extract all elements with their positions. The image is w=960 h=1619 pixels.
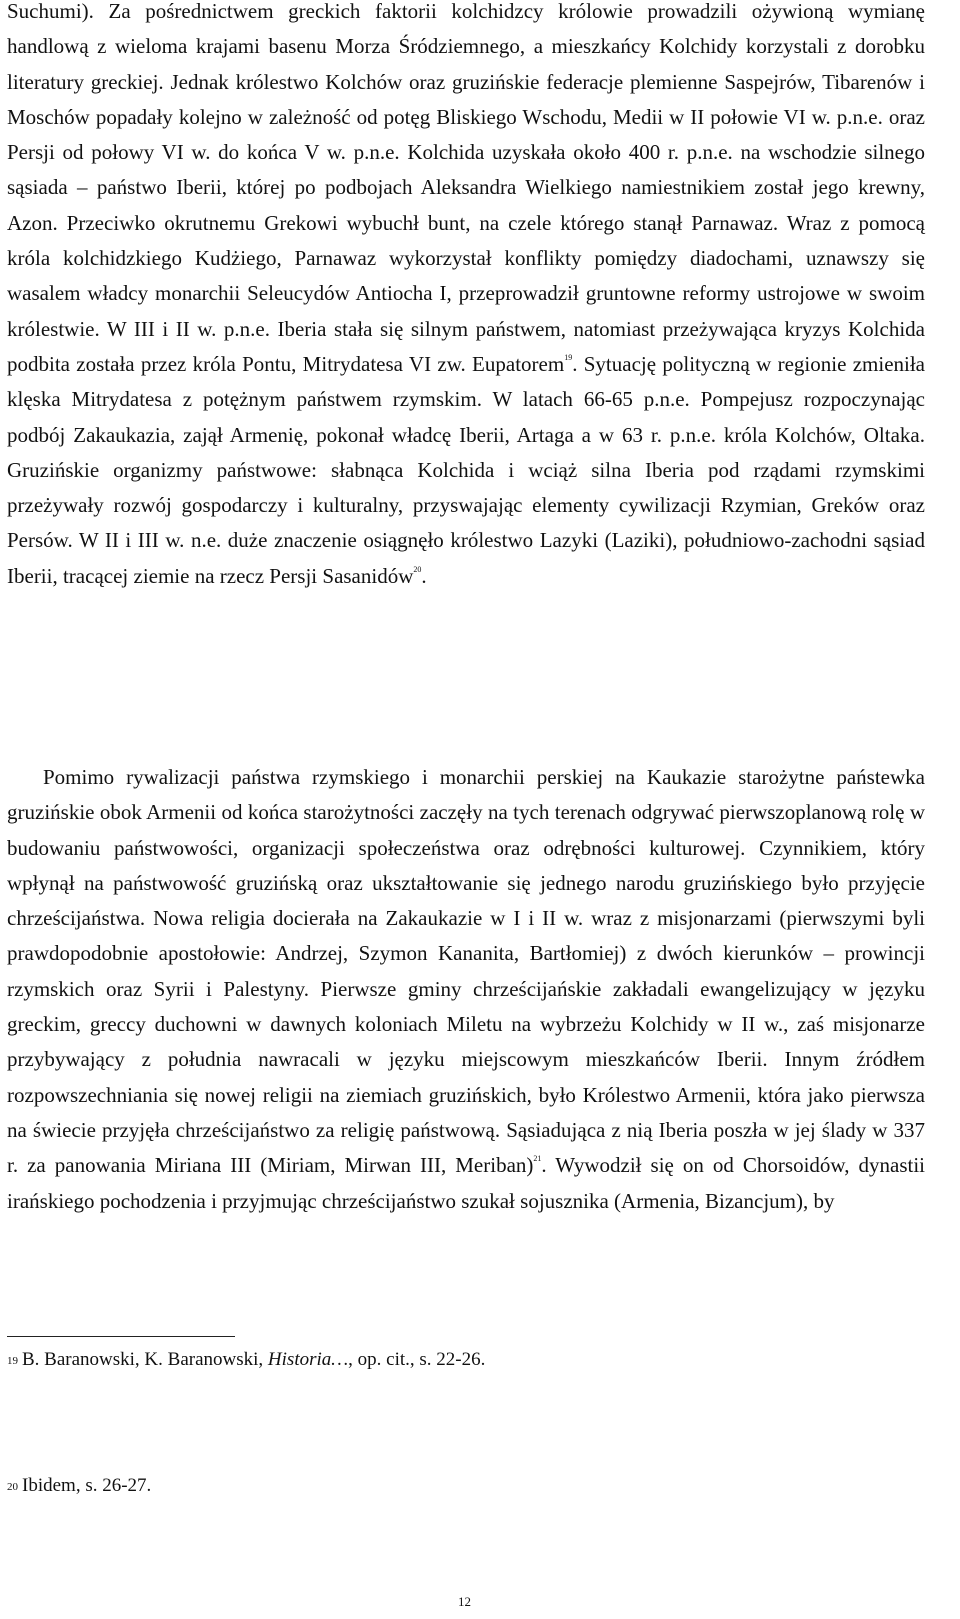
footnote-mark: 20: [7, 1481, 18, 1493]
footnote-reference-20[interactable]: 20: [413, 564, 422, 574]
paragraph-text: . Sytuację polityczną w regionie zmieniła klęska Mitrydatesa z potężnym państwem rzymskim. W latach 66-65 p.n.e. Pompejusz rozpoczynając podbój Zakaukazia, zajął Armenię, pokonał władcę Iberii, Artaga a w 63 r. p.n.e. króla Kolchów, Oltaka. Gruzińskie organizmy państwowe: słabnąca Kolchida i wciąż silna Iberia pod rządami rzymskimi przeżywały rozwój gospodarczy i kulturalny, przyswajając elementy cywilizacji Rzymian, Greków oraz Persów. W II i III w. n.e. duże znaczenie osiągnęło królestwo Lazyki (Laziki), południowo-zachodni sąsiad Iberii, tracącej ziemie na rzecz Persji Sasanidów: [7, 351, 926, 588]
footnote-20: [7, 1474, 925, 1499]
paragraph-2: [7, 760, 925, 1219]
footnote-title: Historia…: [267, 1349, 349, 1370]
footnote-19: [7, 1348, 925, 1373]
paragraph-1: [7, 0, 925, 594]
footnote-text: Ibidem, s. 26-27.: [22, 1475, 152, 1496]
footnote-text: , op. cit., s. 22-26.: [348, 1349, 486, 1370]
paragraph-text: .: [421, 563, 427, 588]
page-number: 12: [458, 1594, 471, 1609]
footnote-reference-21[interactable]: 21: [533, 1154, 542, 1164]
paragraph-text: . Wywodził się on od Chorsoidów, dynastii irańskiego pochodzenia i przyjmując chrześcijaństwo szukał sojusznika (Armenia, Bizancjum), by: [7, 1153, 926, 1213]
footnote-text: B. Baranowski, K. Baranowski,: [22, 1349, 268, 1370]
footnote-reference-19[interactable]: 19: [564, 352, 573, 362]
footnote-mark: 19: [7, 1355, 18, 1367]
paragraph-text: Pomimo rywalizacji państwa rzymskiego i monarchii perskiej na Kaukazie starożytne państewka gruzińskie obok Armenii od końca starożytności zaczęły na tych terenach odgrywać pierwszoplanową rolę w budowaniu państwowości, organizacji społeczeństwa oraz odrębności kulturowej. Czynnikiem, który wpłynął na państwowość gruzińską oraz ukształtowanie się jednego narodu gruzińskiego było przyjęcie chrześcijaństwa. Nowa religia docierała na Zakaukazie w I i II w. wraz z misjonarzami (pierwszymi byli prawdopodobnie apostołowie: Andrzej, Szymon Kananita, Bartłomiej) z dwóch kierunków – prowincji rzymskich oraz Syrii i Palestyny. Pierwsze gminy chrześcijańskie zakładali ewangelizujący w języku greckim, greccy duchowni w dawnych koloniach Miletu na wybrzeżu Kolchidy w II w., zaś misjonarze przybywający z południa nawracali w języku miejscowym mieszkańców Iberii. Innym źródłem rozpowszechniania się nowej religii na ziemiach gruzińskich, było Królestwo Armenii, która jako pierwsza na świecie przyjęła chrześcijaństwo za religię państwową. Sąsiadująca z nią Iberia poszła w jej ślady w 337 r. za panowania Miriana III (Miriam, Mirwan III, Meriban): [7, 765, 925, 1178]
paragraph-text: Suchumi). Za pośrednictwem greckich faktorii kolchidzcy królowie prowadzili ożywioną wymianę handlową z wieloma krajami basenu Morza Śródziemnego, a mieszkańcy Kolchidy korzystali z dorobku literatury greckiej. Jednak królestwo Kolchów oraz gruzińskie federacje plemienne Saspejrów, Tibarenów i Moschów popadały kolejno w zależność od potęg Bliskiego Wschodu, Medii w II połowie VI w. p.n.e. oraz Persji od połowy VI w. do końca V w. p.n.e. Kolchida uzyskała około 400 r. p.n.e. na wschodzie silnego sąsiada – państwo Iberii, której po podbojach Aleksandra Wielkiego namiestnikiem został jego krewny, Azon. Przeciwko okrutnemu Grekowi wybuchł bunt, na czele którego stanął Parnawaz. Wraz z pomocą króla kolchidzkiego Kudżiego, Parnawaz wykorzystał konflikty pomiędzy diadochami, uznawszy się wasalem władcy monarchii Seleucydów Antiocha I, przeprowadził gruntowne reformy ustrojowe w swoim królestwie. W III i II w. p.n.e. Iberia stała się silnym państwem, natomiast przeżywająca kryzys Kolchida podbita została przez króla Pontu, Mitrydatesa VI zw. Eupatorem: [7, 0, 925, 376]
footnote-separator: [7, 1336, 235, 1337]
